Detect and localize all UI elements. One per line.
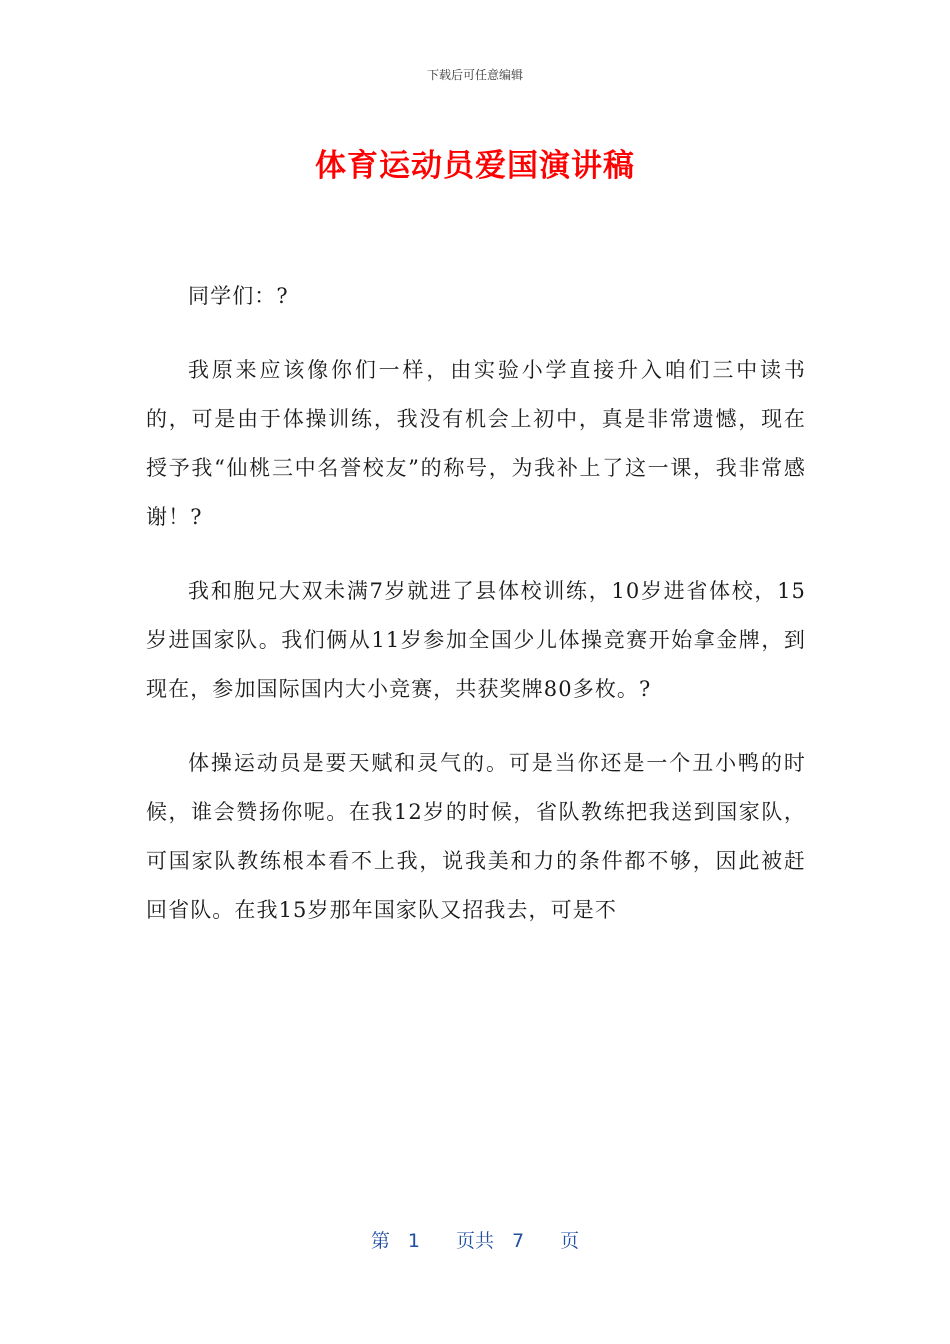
page-mid-text: 页共 — [455, 1230, 494, 1252]
page-current-number: 1 — [407, 1230, 420, 1252]
document-body — [146, 272, 806, 960]
page-suffix: 页 — [560, 1230, 580, 1252]
header-note: 下载后可任意编辑 — [426, 68, 523, 82]
document-title: 体育运动员爱国演讲稿 — [315, 148, 635, 184]
paragraph-greeting: 同学们：? — [188, 284, 289, 308]
paragraph-1: 我原来应该像你们一样，由实验小学直接升入咱们三中读书的，可是由于体操训练，我没有机会上初中，真是非常遗憾，现在授予我“仙桃三中名誉校友”的称号，为我补上了这一课，我非常感谢！? — [146, 358, 806, 529]
page-total-number: 7 — [512, 1230, 525, 1252]
paragraph-3: 体操运动员是要天赋和灵气的。可是当你还是一个丑小鸭的时候，谁会赞扬你呢。在我12岁的时候，省队教练把我送到国家队，可国家队教练根本看不上我，说我美和力的条件都不够，因此被赶回省队。在我15岁那年国家队又招我去，可是不 — [146, 751, 806, 922]
page-footer — [0, 1226, 950, 1253]
page-prefix: 第 — [370, 1230, 390, 1252]
paragraph-2: 我和胞兄大双未满7岁就进了县体校训练，10岁进省体校，15岁进国家队。我们俩从11岁参加全国少儿体操竞赛开始拿金牌，到现在，参加国际国内大小竞赛，共获奖牌80多枚。? — [146, 579, 806, 701]
